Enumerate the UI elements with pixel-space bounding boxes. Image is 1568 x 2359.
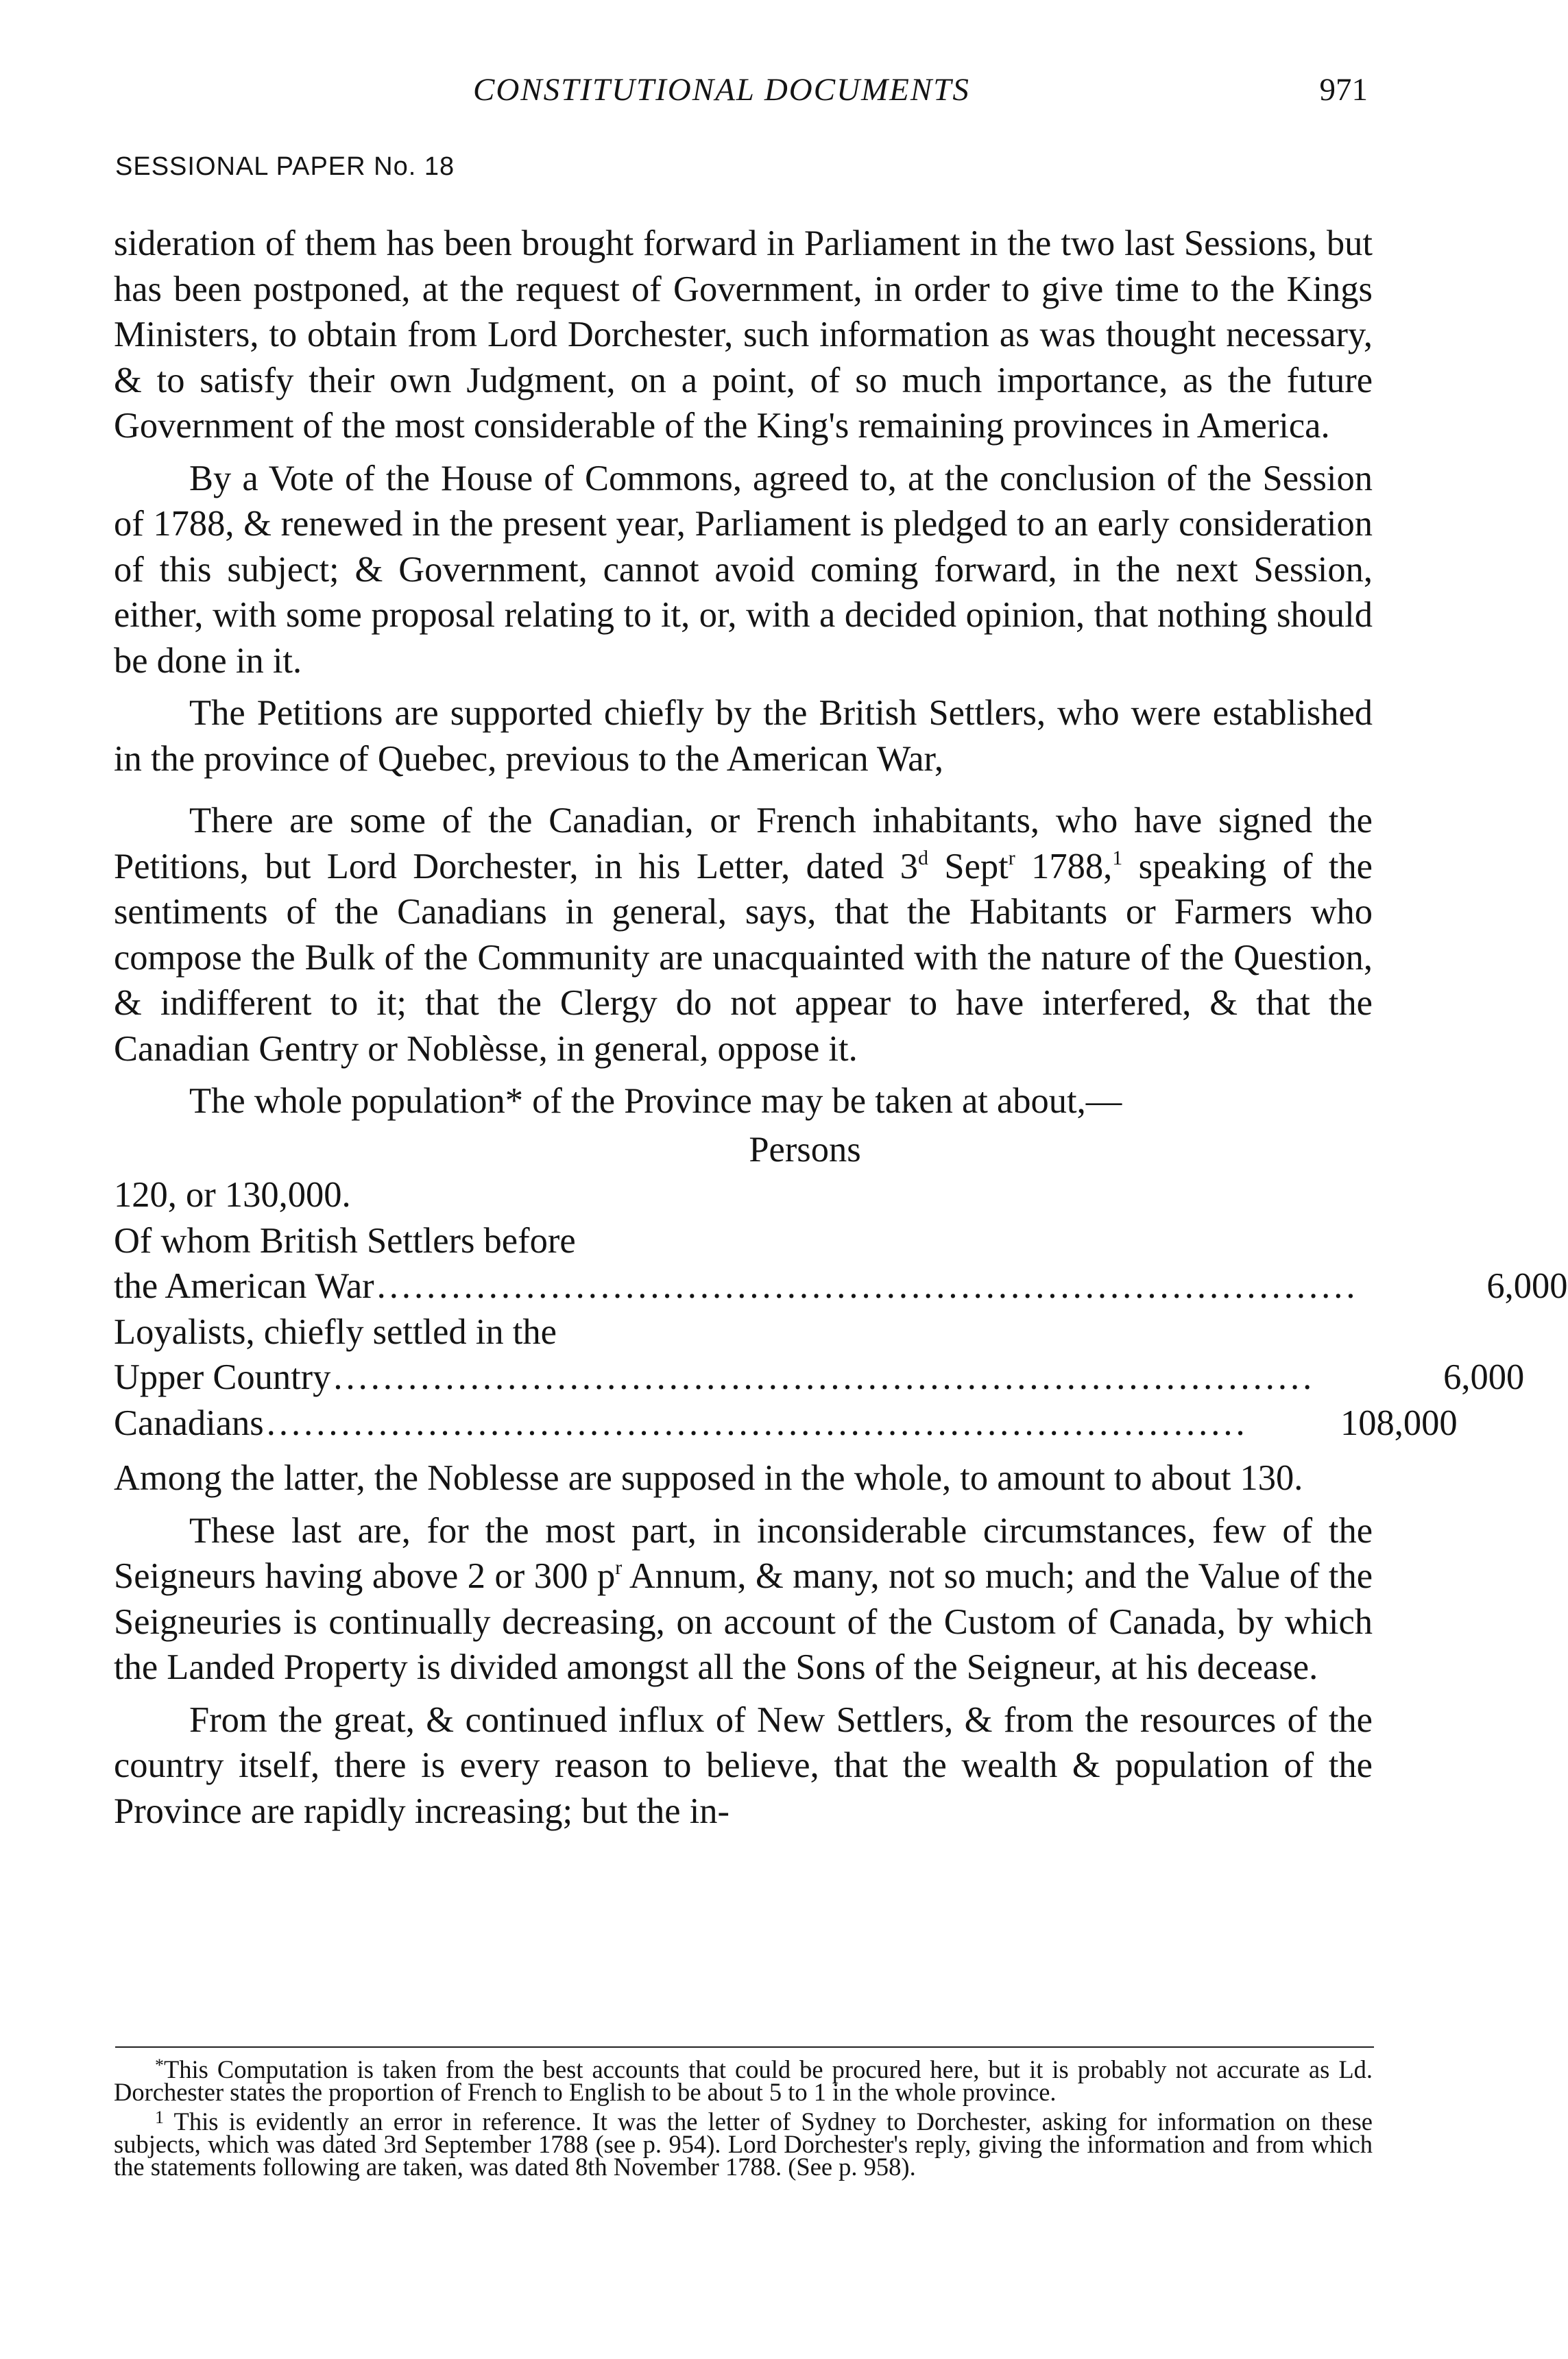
paragraph-6: Among the latter, the Noblesse are supposed in the whole, to amount to about 130. (114, 1458, 1303, 1498)
session-label: SESSIONAL PAPER No. 18 (115, 152, 455, 181)
p4-text-b: Sept (928, 846, 1009, 886)
footnote-1-mark: 1 (155, 2107, 164, 2127)
row-prefix: Loyalists, chiefly settled in the (114, 1311, 557, 1352)
paragraph-2: By a Vote of the House of Commons, agreed to, at the conclusion of the Session of 1788, & renewed in the present year, Parliament is pledged to an early consideration of this subject; & Government, cannot avoid coming forward, in the next Session, either, with some proposal relating to it, or, with a decided opinion, that nothing should be done in it. (114, 458, 1373, 681)
row-label: the American War (114, 1266, 374, 1306)
main-text (114, 221, 1568, 1834)
footnote-ref-1: 1 (1112, 846, 1123, 869)
footnote-star-text: This Computation is taken from the best accounts that could be procured here, but it is probably not accurate as Ld. Dorchester states the proportion of French to English to be about 5 to 1 in the whole province. (114, 2055, 1373, 2106)
p7-text-b: Annum, & many, not so much; and the Value of the Seigneuries is continually decreasing, on account of the Custom of Canada, by which the Landed Property is divided amongst all the Sons of the Seigneur, at his decease. (114, 1556, 1373, 1687)
paragraph-8: From the great, & continued influx of New Settlers, & from the resources of the country itself, there is every reason to believe, that the wealth & population of the Province are rapidly increasing; but the in- (114, 1699, 1373, 1831)
dot-leader: ............................................................................... (266, 1403, 1249, 1443)
dot-leader: ............................................................................... (376, 1266, 1359, 1306)
footnote-1 (114, 2107, 1373, 2181)
page-number: 971 (1319, 72, 1368, 108)
footnote-star (114, 2055, 1373, 2106)
row-value: 6,000 (1443, 1357, 1525, 1397)
row-label: Canadians (114, 1403, 264, 1443)
p4-sup-r: r (1008, 846, 1015, 869)
population-table (114, 1127, 1568, 1447)
paragraph-1: sideration of them has been brought forward in Parliament in the two last Sessions, but has been postponed, at the request of Government, in order to give time to the Kings Ministers, to obtain from Lord Dorchester, such information as was thought necessary, & to satisfy their own Judgment, on a point, of so much importance, as the future Government of the most considerable of the King's remaining provinces in America. (114, 223, 1373, 446)
paragraph-5: The whole population* of the Province may be taken at about,— (189, 1081, 1122, 1121)
paragraph-4 (114, 798, 1373, 1072)
paragraph-3: The Petitions are supported chiefly by the British Settlers, who were established in the province of Quebec, previous to the American War, (114, 693, 1373, 779)
p4-text-d: speaking of the sentiments of the Canadians in general, says, that the Habitants or Farmers who compose the Bulk of the Community are unacquainted with the nature of the Question, & indifferent to it; that the Clergy do not appear to have interfered, & that the Canadian Gentry or Noblèsse, in general, oppose it. (114, 846, 1373, 1069)
table-row (114, 1401, 1458, 1447)
row-value: 108,000 (1340, 1403, 1458, 1443)
p7-sup-r: r (615, 1556, 623, 1579)
footnote-star-mark: * (155, 2055, 164, 2075)
p7-text-a: These last are, for the most part, in inconsiderable circumstances, few of the Seigneurs having above 2 or 300 p (114, 1510, 1373, 1596)
footnote-divider (115, 2046, 1374, 2048)
footnote-1-text: This is evidently an error in reference. It was the letter of Sydney to Dorchester, asking for information on these subjects, which was dated 3rd September 1788 (see p. 954). Lord Dorchester's reply, giving the information and from which the statements following are taken, was dated 8th November 1788. (See p. 958). (114, 2107, 1373, 2181)
table-row (114, 1263, 1568, 1309)
p4-sup-d: d (918, 846, 928, 869)
footnotes (114, 2055, 1373, 2181)
table-row (114, 1355, 1525, 1401)
running-title: CONSTITUTIONAL DOCUMENTS (473, 72, 970, 108)
paragraph-7 (114, 1508, 1373, 1691)
p4-text-c: 1788, (1015, 846, 1113, 886)
row-value: 6,000 (1486, 1266, 1568, 1306)
p4-text-a: There are some of the Canadian, or French inhabitants, who have signed the Petitions, but Lord Dorchester, in his Letter, dated 3 (114, 801, 1373, 886)
population-total: 120, or 130,000. (114, 1175, 351, 1215)
persons-column-header: Persons (749, 1129, 861, 1170)
population-intro: Of whom British Settlers before (114, 1220, 576, 1261)
row-label: Upper Country (114, 1357, 331, 1397)
dot-leader: ............................................................................... (333, 1357, 1316, 1397)
